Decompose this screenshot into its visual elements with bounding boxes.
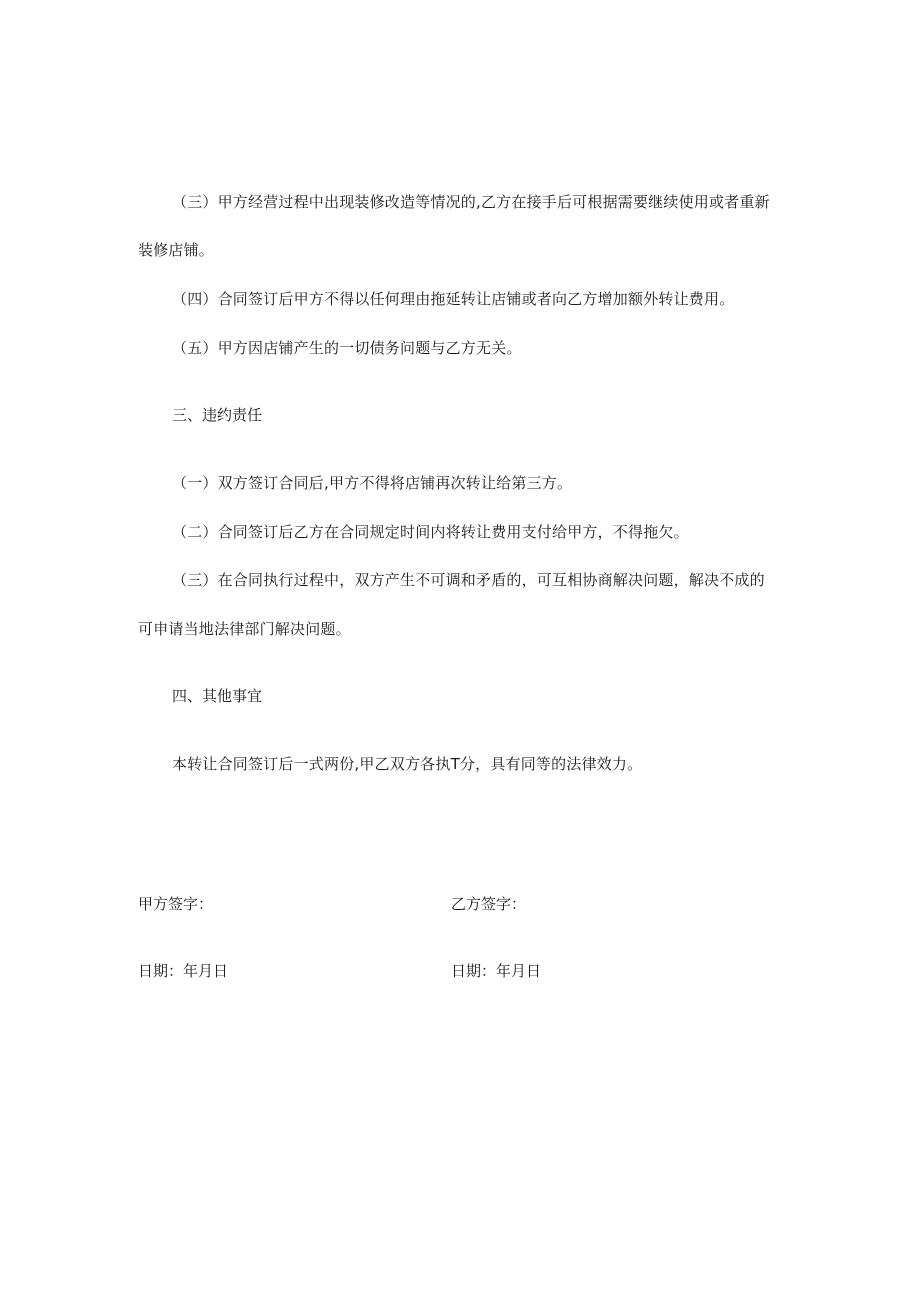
party-b-signature-label: 乙方签字： [451,895,527,913]
party-b-date-label: 日期：年月日 [451,962,542,980]
section2-item5: （五）甲方因店铺产生的一切债务问题与乙方无关。 [172,339,522,357]
section3-heading: 三、违约责任 [172,406,263,424]
party-a-date-label: 日期：年月日 [138,962,229,980]
section3-item3-line1: （三）在合同执行过程中，双方产生不可调和矛盾的，可互相协商解决问题，解决不成的 [172,571,765,589]
section2-item3-line2: 装修店铺。 [138,241,215,259]
section4-heading: 四、其他事宜 [172,687,263,705]
section3-item1: （一）双方签订合同后,甲方不得将店铺再次转让给第三方。 [172,474,573,492]
section4-body: 本转让合同签订后一式两份,甲乙双方各执T分，具有同等的法律效力。 [172,755,643,773]
section3-item3-line2: 可申请当地法律部门解决问题。 [138,620,351,638]
section2-item4: （四）合同签订后甲方不得以任何理由拖延转让店铺或者向乙方增加额外转让费用。 [172,290,735,308]
party-a-signature-label: 甲方签字： [138,895,214,913]
section2-item3-line1: （三）甲方经营过程中出现装修改造等情况的,乙方在接手后可根据需要继续使用或者重新 [172,193,770,211]
section3-item2: （二）合同签订后乙方在合同规定时间内将转让费用支付给甲方，不得拖欠。 [172,523,689,541]
